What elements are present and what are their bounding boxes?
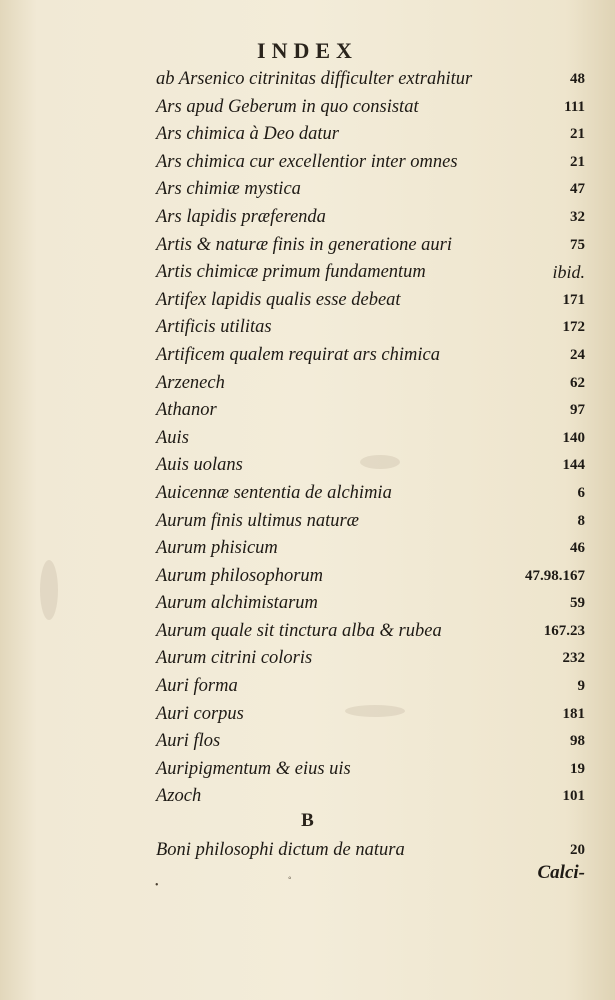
- entry-term: Artis chimicæ primum fundamentum: [156, 262, 426, 283]
- index-entry: [150, 66, 585, 94]
- entry-term: Boni philosophi dictum de natura: [156, 840, 405, 860]
- entry-term: Auicennæ sententia de alchimia: [156, 482, 392, 503]
- entry-term: Auri corpus: [156, 703, 244, 724]
- entry-page-ref: 144: [562, 457, 585, 474]
- entry-term: Aurum quale sit tinctura alba & rubea: [156, 620, 442, 641]
- index-entry: [150, 563, 585, 591]
- entry-term: Ars chimiæ mystica: [156, 179, 301, 200]
- entry-page-ref: 232: [562, 650, 585, 667]
- entry-page-ref: 98: [570, 733, 585, 750]
- index-entry: [150, 94, 585, 122]
- index-entry: [150, 259, 585, 287]
- page-header: INDEX: [257, 38, 358, 63]
- entry-term: Aurum alchimistarum: [156, 593, 318, 614]
- entry-page-ref: 46: [570, 540, 585, 557]
- section-letter-b: B: [301, 810, 314, 831]
- entry-term: Athanor: [156, 400, 217, 421]
- entry-page-ref: 20: [570, 842, 585, 858]
- entry-page-ref: 8: [577, 512, 585, 529]
- entry-term: Aurum citrini coloris: [156, 648, 313, 669]
- entry-term: Ars apud Geberum in quo consistat: [156, 96, 419, 117]
- index-entry: [150, 508, 585, 536]
- ink-mark: •: [155, 880, 159, 891]
- index-entry: [150, 370, 585, 398]
- entry-page-ref: 6: [577, 484, 585, 501]
- index-entry: [150, 590, 585, 618]
- entry-page-ref: 172: [562, 319, 585, 336]
- entry-page-ref: 32: [570, 208, 585, 225]
- entry-term: Ars chimica cur excellentior inter omnes: [156, 151, 458, 172]
- entry-term: Artis & naturæ finis in generatione auri: [156, 234, 453, 255]
- entry-page-ref: 47.98.167: [525, 567, 585, 584]
- entry-term: Auis uolans: [156, 455, 243, 476]
- index-entry: [150, 645, 585, 673]
- entry-page-ref: 62: [570, 374, 585, 391]
- entry-page-ref: 171: [562, 291, 585, 308]
- entry-page-ref: 19: [570, 760, 585, 777]
- entry-term: Aurum philosophorum: [156, 565, 324, 586]
- index-entry: [150, 204, 585, 232]
- entry-term: Auripigmentum & eius uis: [156, 758, 351, 779]
- entry-term: Aurum phisicum: [156, 538, 278, 559]
- index-entry: [150, 397, 585, 425]
- entry-term: Ars lapidis præferenda: [156, 206, 326, 227]
- entry-term: Auri forma: [156, 676, 238, 697]
- entry-page-ref: 97: [570, 402, 585, 419]
- paper-stain: [40, 560, 58, 620]
- ink-mark: ◦: [288, 873, 292, 884]
- entry-term: Azoch: [156, 786, 202, 807]
- index-entry: [150, 176, 585, 204]
- index-entry: [150, 342, 585, 370]
- entry-term: Artificis utilitas: [156, 317, 272, 338]
- entry-page-ref: ibid.: [552, 262, 585, 283]
- entry-page-ref: 181: [562, 705, 585, 722]
- index-entry: [150, 783, 585, 811]
- entry-term: Aurum finis ultimus naturæ: [156, 510, 360, 531]
- index-entry-list: [150, 66, 585, 811]
- index-entry: [150, 535, 585, 563]
- entry-term: Ars chimica à Deo datur: [156, 124, 339, 145]
- index-entry: [150, 480, 585, 508]
- entry-page-ref: 75: [570, 236, 585, 253]
- entry-page-ref: 21: [570, 153, 585, 170]
- index-entry: [150, 121, 585, 149]
- entry-page-ref: 24: [570, 346, 585, 363]
- entry-page-ref: 167.23: [543, 622, 585, 639]
- catchword: Calci-: [537, 862, 585, 883]
- entry-term: Artificem qualem requirat ars chimica: [156, 344, 440, 365]
- entry-page-ref: 111: [564, 98, 585, 115]
- entry-term: Auis: [156, 427, 189, 448]
- index-entry: [150, 287, 585, 315]
- entry-term: Arzenech: [156, 372, 225, 393]
- index-entry: [150, 149, 585, 177]
- entry-page-ref: 59: [570, 595, 585, 612]
- entry-term: ab Arsenico citrinitas difficulter extrahitur: [156, 69, 473, 89]
- index-entry: [156, 836, 585, 864]
- index-entry: [150, 728, 585, 756]
- index-entry: [150, 673, 585, 701]
- entry-page-ref: 21: [570, 126, 585, 143]
- index-entry: [150, 232, 585, 260]
- entry-page-ref: 48: [570, 71, 585, 87]
- entry-page-ref: 47: [570, 181, 585, 198]
- index-entry: [150, 701, 585, 729]
- index-entry: [150, 425, 585, 453]
- entry-page-ref: 9: [577, 678, 585, 695]
- entry-page-ref: 140: [562, 429, 585, 446]
- index-entry: [150, 452, 585, 480]
- index-entry: [150, 618, 585, 646]
- entry-term: Artifex lapidis qualis esse debeat: [156, 289, 401, 310]
- entry-page-ref: 101: [562, 788, 585, 805]
- entry-term: Auri flos: [156, 731, 221, 752]
- index-entry: [150, 756, 585, 784]
- index-entry: [150, 314, 585, 342]
